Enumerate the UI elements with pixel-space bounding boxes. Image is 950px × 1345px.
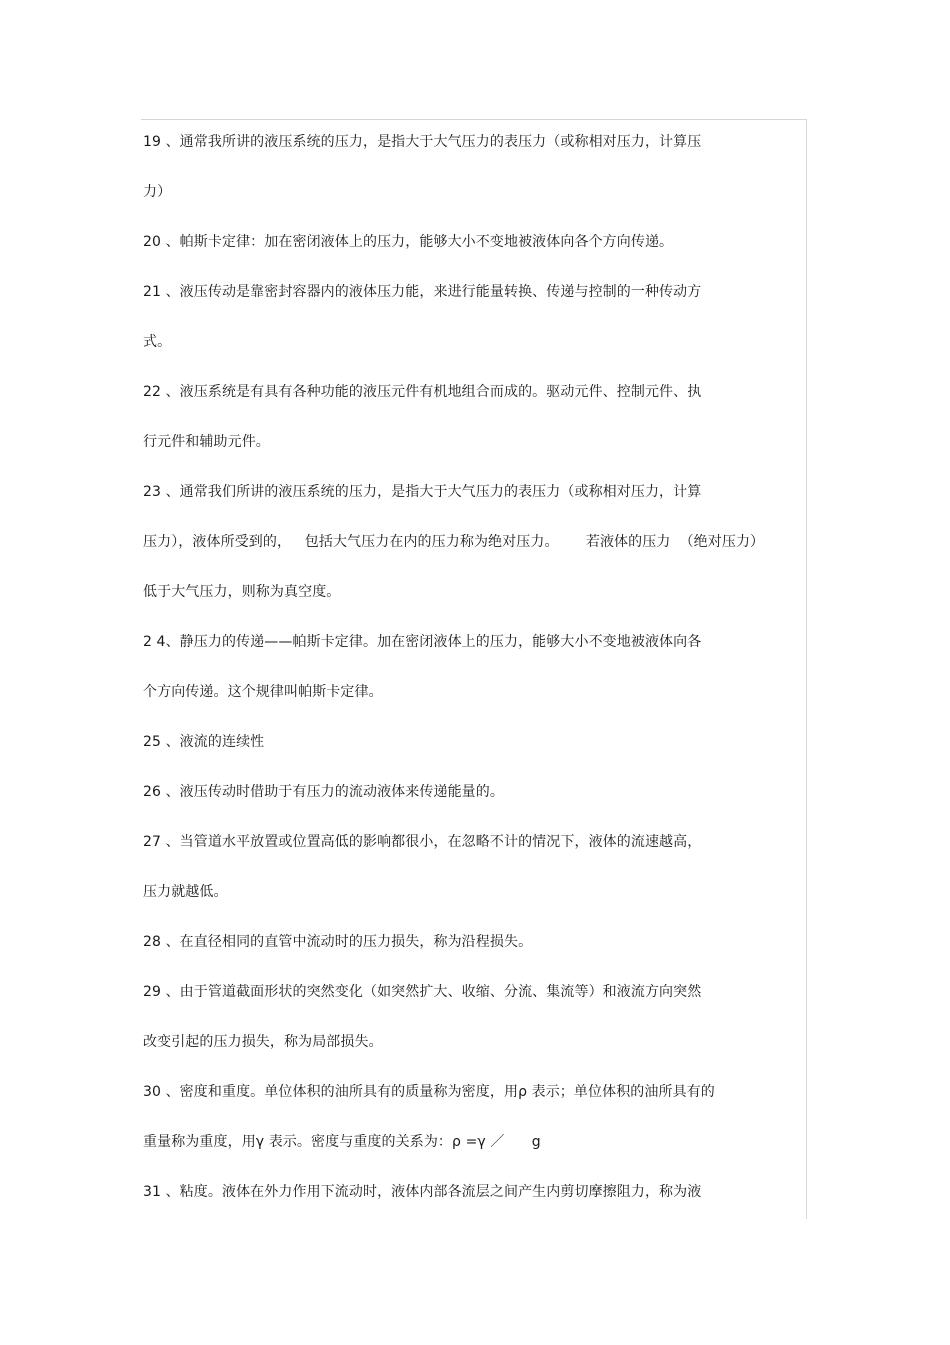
text-line: 19 、通常我所讲的液压系统的压力，是指大于大气压力的表压力（或称相对压力，计算压 [143, 134, 702, 150]
text-line: 23 、通常我们所讲的液压系统的压力，是指大于大气压力的表压力（或称相对压力，计算 [143, 484, 702, 500]
text-line: 2 4、静压力的传递——帕斯卡定律。加在密闭液体上的压力，能够大小不变地被液体向各 [143, 634, 702, 650]
text-line: 29 、由于管道截面形状的突然变化（如突然扩大、收缩、分流、集流等）和液流方向突然 [143, 984, 702, 1000]
text-line: 压力就越低。 [143, 884, 228, 900]
text-line: 21 、液压传动是靠密封容器内的液体压力能，来进行能量转换、传递与控制的一种传动方 [143, 284, 702, 300]
text-line: 31 、粘度。液体在外力作用下流动时，液体内部各流层之间产生内剪切摩擦阻力，称为液 [143, 1184, 702, 1200]
text-line: 20 、帕斯卡定律：加在密闭液体上的压力，能够大小不变地被液体向各个方向传递。 [143, 234, 674, 250]
text-line: 28 、在直径相同的直管中流动时的压力损失，称为沿程损失。 [143, 934, 533, 950]
text-line: 重量称为重度，用γ 表示。密度与重度的关系为：ρ =γ ／ g [143, 1134, 541, 1150]
text-line: 27 、当管道水平放置或位置高低的影响都很小，在忽略不计的情况下，液体的流速越高， [143, 834, 702, 850]
text-line: 25 、液流的连续性 [143, 734, 265, 750]
text-line: 低于大气压力，则称为真空度。 [143, 584, 341, 600]
text-line: 力） [143, 184, 172, 200]
text-line: 压力），液体所受到的， 包括大气压力在内的压力称为绝对压力。 若液体的压力 （绝对压力） [143, 534, 765, 550]
text-line: 30 、密度和重度。单位体积的油所具有的质量称为密度，用ρ 表示；单位体积的油所具有的 [143, 1084, 715, 1100]
text-line: 22 、液压系统是有具有各种功能的液压元件有机地组合而成的。驱动元件、控制元件、执 [143, 384, 702, 400]
text-line: 26 、液压传动时借助于有压力的流动液体来传递能量的。 [143, 784, 504, 800]
text-line: 行元件和辅助元件。 [143, 434, 270, 450]
text-line: 式。 [143, 334, 172, 350]
document-body [143, 128, 813, 1228]
text-line: 改变引起的压力损失，称为局部损失。 [143, 1034, 383, 1050]
text-line: 个方向传递。这个规律叫帕斯卡定律。 [143, 684, 383, 700]
